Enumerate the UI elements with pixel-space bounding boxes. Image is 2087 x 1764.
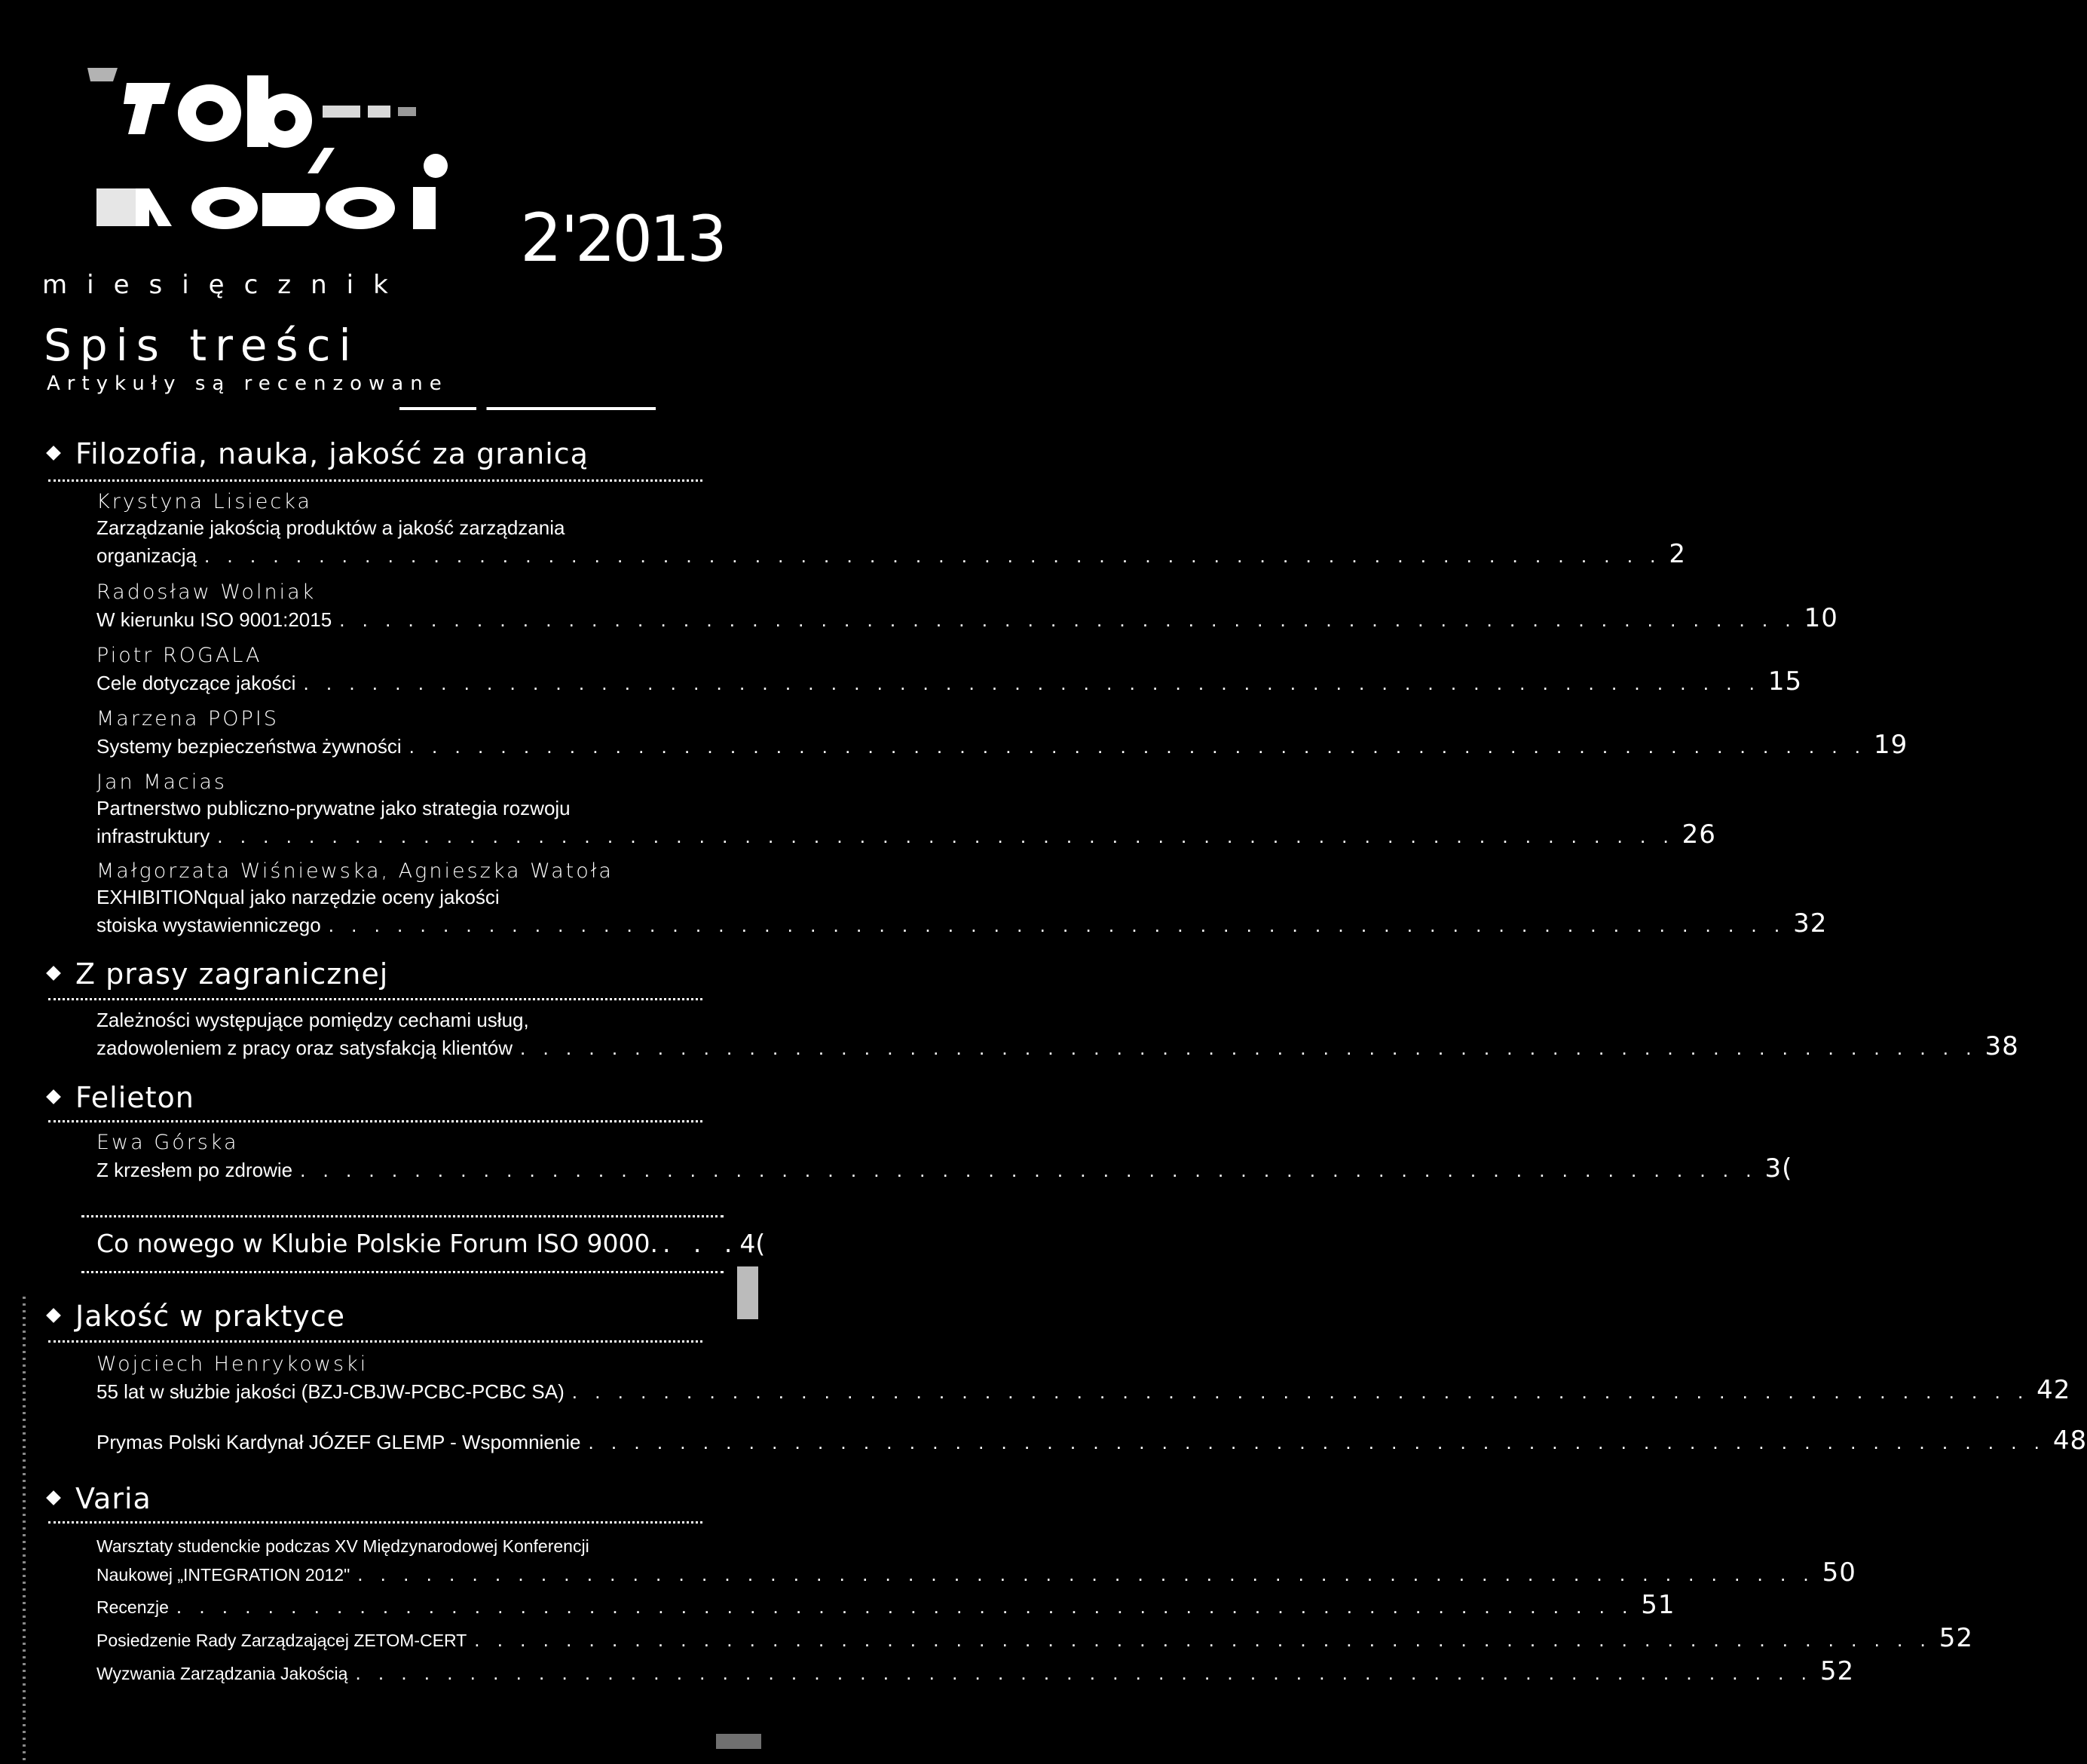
page-title: Spis treści <box>44 320 360 371</box>
toc-entry[interactable] <box>96 1623 1973 1654</box>
club-page: 4( <box>739 1229 766 1258</box>
leader-dots <box>588 1429 2045 1456</box>
entry-page: 48 <box>2052 1426 2087 1456</box>
entry-page: 38 <box>1984 1031 2019 1061</box>
entry-title-last: Z krzesłem po zdrowie . . . 3( <box>96 1156 761 1184</box>
entry-page: 26 <box>1682 819 1716 850</box>
entry-title-last: Cele dotyczące jakości . . . 15 <box>96 669 761 697</box>
leader-dots <box>303 670 1760 697</box>
entry-page: 3( <box>1764 1153 1793 1184</box>
leader-dots <box>355 1660 1812 1686</box>
page-subtitle: Artykuły są recenzowane <box>47 372 448 395</box>
bullet-icon <box>46 1089 61 1104</box>
entry-title-line: Zarządzanie jakością produktów a jakość zarządzania <box>96 516 565 539</box>
entry-title-line: Partnerstwo publiczno-prywatne jako strategia rozwoju <box>96 797 571 819</box>
entry-title-last: infrastruktury . . . 26 <box>96 822 761 850</box>
leader-dots: . . . <box>662 1229 740 1258</box>
entry-author: Wojciech Henrykowski <box>96 1352 369 1376</box>
entry-author: Piotr ROGALA <box>96 644 262 667</box>
scan-speck <box>716 1734 761 1749</box>
club-box-bottom <box>81 1271 724 1273</box>
leader-dots <box>217 823 1674 850</box>
magazine-logo <box>81 51 473 234</box>
entry-title-last: Posiedzenie Rady Zarządzającej ZETOM-CERT . . . 52 <box>96 1625 761 1654</box>
section-divider <box>48 479 702 482</box>
entry-title-last: W kierunku ISO 9001:2015 . . . 10 <box>96 605 761 633</box>
magazine-tagline: miesięcznik <box>42 270 408 300</box>
issue-number <box>520 199 724 277</box>
leader-dots <box>329 912 1786 939</box>
leader-dots <box>300 1157 1757 1184</box>
section-divider <box>48 1120 702 1122</box>
bullet-icon <box>46 446 61 461</box>
toc-entry[interactable] <box>96 706 1908 760</box>
entry-page: 42 <box>2037 1375 2071 1405</box>
section-divider <box>48 1340 702 1343</box>
entry-title-last: Prymas Polski Kardynał JÓZEF GLEMP - Wspomnienie . . . 48 <box>96 1428 761 1456</box>
entry-page: 50 <box>1822 1557 1856 1588</box>
leader-dots <box>572 1379 2029 1405</box>
toc-entry[interactable] <box>96 1426 2087 1456</box>
leader-dots <box>474 1627 1931 1653</box>
entry-page: 10 <box>1804 603 1838 633</box>
bullet-icon <box>46 966 61 981</box>
entry-page: 15 <box>1767 666 1803 697</box>
section-heading-3: Felieton <box>48 1081 194 1114</box>
toc-entry[interactable] <box>96 1656 1855 1687</box>
entry-author: Marzena POPIS <box>96 707 279 730</box>
leader-dots <box>339 607 1796 633</box>
entry-title-line: Zależności występujące pomiędzy cechami usług, <box>96 1009 529 1031</box>
entry-author: Radosław Wolniak <box>96 580 317 604</box>
scan-edge-artifact <box>23 1297 26 1764</box>
header-rule <box>399 407 656 410</box>
entry-title-last: 55 lat w służbie jakości (BZJ-CBJW-PCBC-PCBC SA) . . . 42 <box>96 1377 761 1405</box>
leader-dots <box>204 543 1661 569</box>
section-heading-5: Varia <box>48 1482 151 1515</box>
section-heading-4: Jakość w praktyce <box>48 1300 345 1333</box>
entry-author: Jan Macias <box>96 770 228 794</box>
toc-entry[interactable] <box>96 1590 1675 1621</box>
toc-entry[interactable] <box>96 1129 1793 1184</box>
entry-title-last: Naukowej „INTEGRATION 2012" . . . 50 <box>96 1560 761 1588</box>
bullet-icon <box>46 1490 61 1505</box>
entry-page: 52 <box>1819 1656 1855 1686</box>
section-divider <box>48 1521 702 1524</box>
section-divider <box>48 998 702 1000</box>
entry-title-last: organizacją . . . 2 <box>96 541 761 569</box>
entry-page: 52 <box>1939 1623 1973 1653</box>
toc-entry[interactable] <box>96 642 1803 697</box>
logo-text: Problemy Jakości <box>81 51 176 63</box>
toc-entry[interactable] <box>96 579 1838 633</box>
leader-dots <box>409 733 1866 760</box>
entry-page: 19 <box>1874 730 1908 760</box>
toc-entry[interactable] <box>96 1533 1856 1588</box>
bullet-icon <box>46 1308 61 1323</box>
entry-title-last: Systemy bezpieczeństwa żywności . . . 19 <box>96 732 761 760</box>
club-box-top <box>81 1215 724 1217</box>
toc-entry[interactable] <box>96 1351 2071 1405</box>
entry-title-line: Warsztaty studenckie podczas XV Międzynarodowej Konferencji <box>96 1536 589 1556</box>
issue-year: '2013 <box>561 202 724 276</box>
club-link[interactable]: Co nowego w Klubie Polskie Forum ISO 9000. . . . 4( <box>96 1229 766 1258</box>
entry-title-line: EXHIBITIONqual jako narzędzie oceny jakości <box>96 886 500 908</box>
leader-dots <box>176 1594 1633 1620</box>
entry-author: Małgorzata Wiśniewska, Agnieszka Watoła <box>96 859 614 883</box>
scan-speck <box>737 1266 758 1319</box>
section-heading-2: Z prasy zagranicznej <box>48 957 388 991</box>
toc-entry[interactable] <box>96 769 1716 850</box>
leader-dots <box>520 1035 1977 1061</box>
leader-dots <box>357 1561 1814 1588</box>
entry-author: Krystyna Lisiecka <box>96 490 312 513</box>
entry-author: Ewa Górska <box>96 1131 239 1154</box>
section-heading-1: Filozofia, nauka, jakość za granicą <box>48 437 589 470</box>
entry-page: 32 <box>1793 908 1828 939</box>
entry-page: 2 <box>1669 539 1687 569</box>
toc-entry[interactable] <box>96 858 1828 939</box>
entry-title-last: stoiska wystawienniczego . . . 32 <box>96 911 761 939</box>
entry-title-last: Wyzwania Zarządzania Jakością . . . 52 <box>96 1658 761 1687</box>
issue-num: 2 <box>520 199 561 277</box>
toc-entry[interactable] <box>96 488 1687 569</box>
entry-page: 51 <box>1641 1590 1675 1620</box>
toc-entry[interactable] <box>96 1007 2019 1061</box>
entry-title-last: Recenzje . . . 51 <box>96 1592 761 1621</box>
entry-title-last: zadowoleniem z pracy oraz satysfakcją klientów . . . 38 <box>96 1034 761 1061</box>
